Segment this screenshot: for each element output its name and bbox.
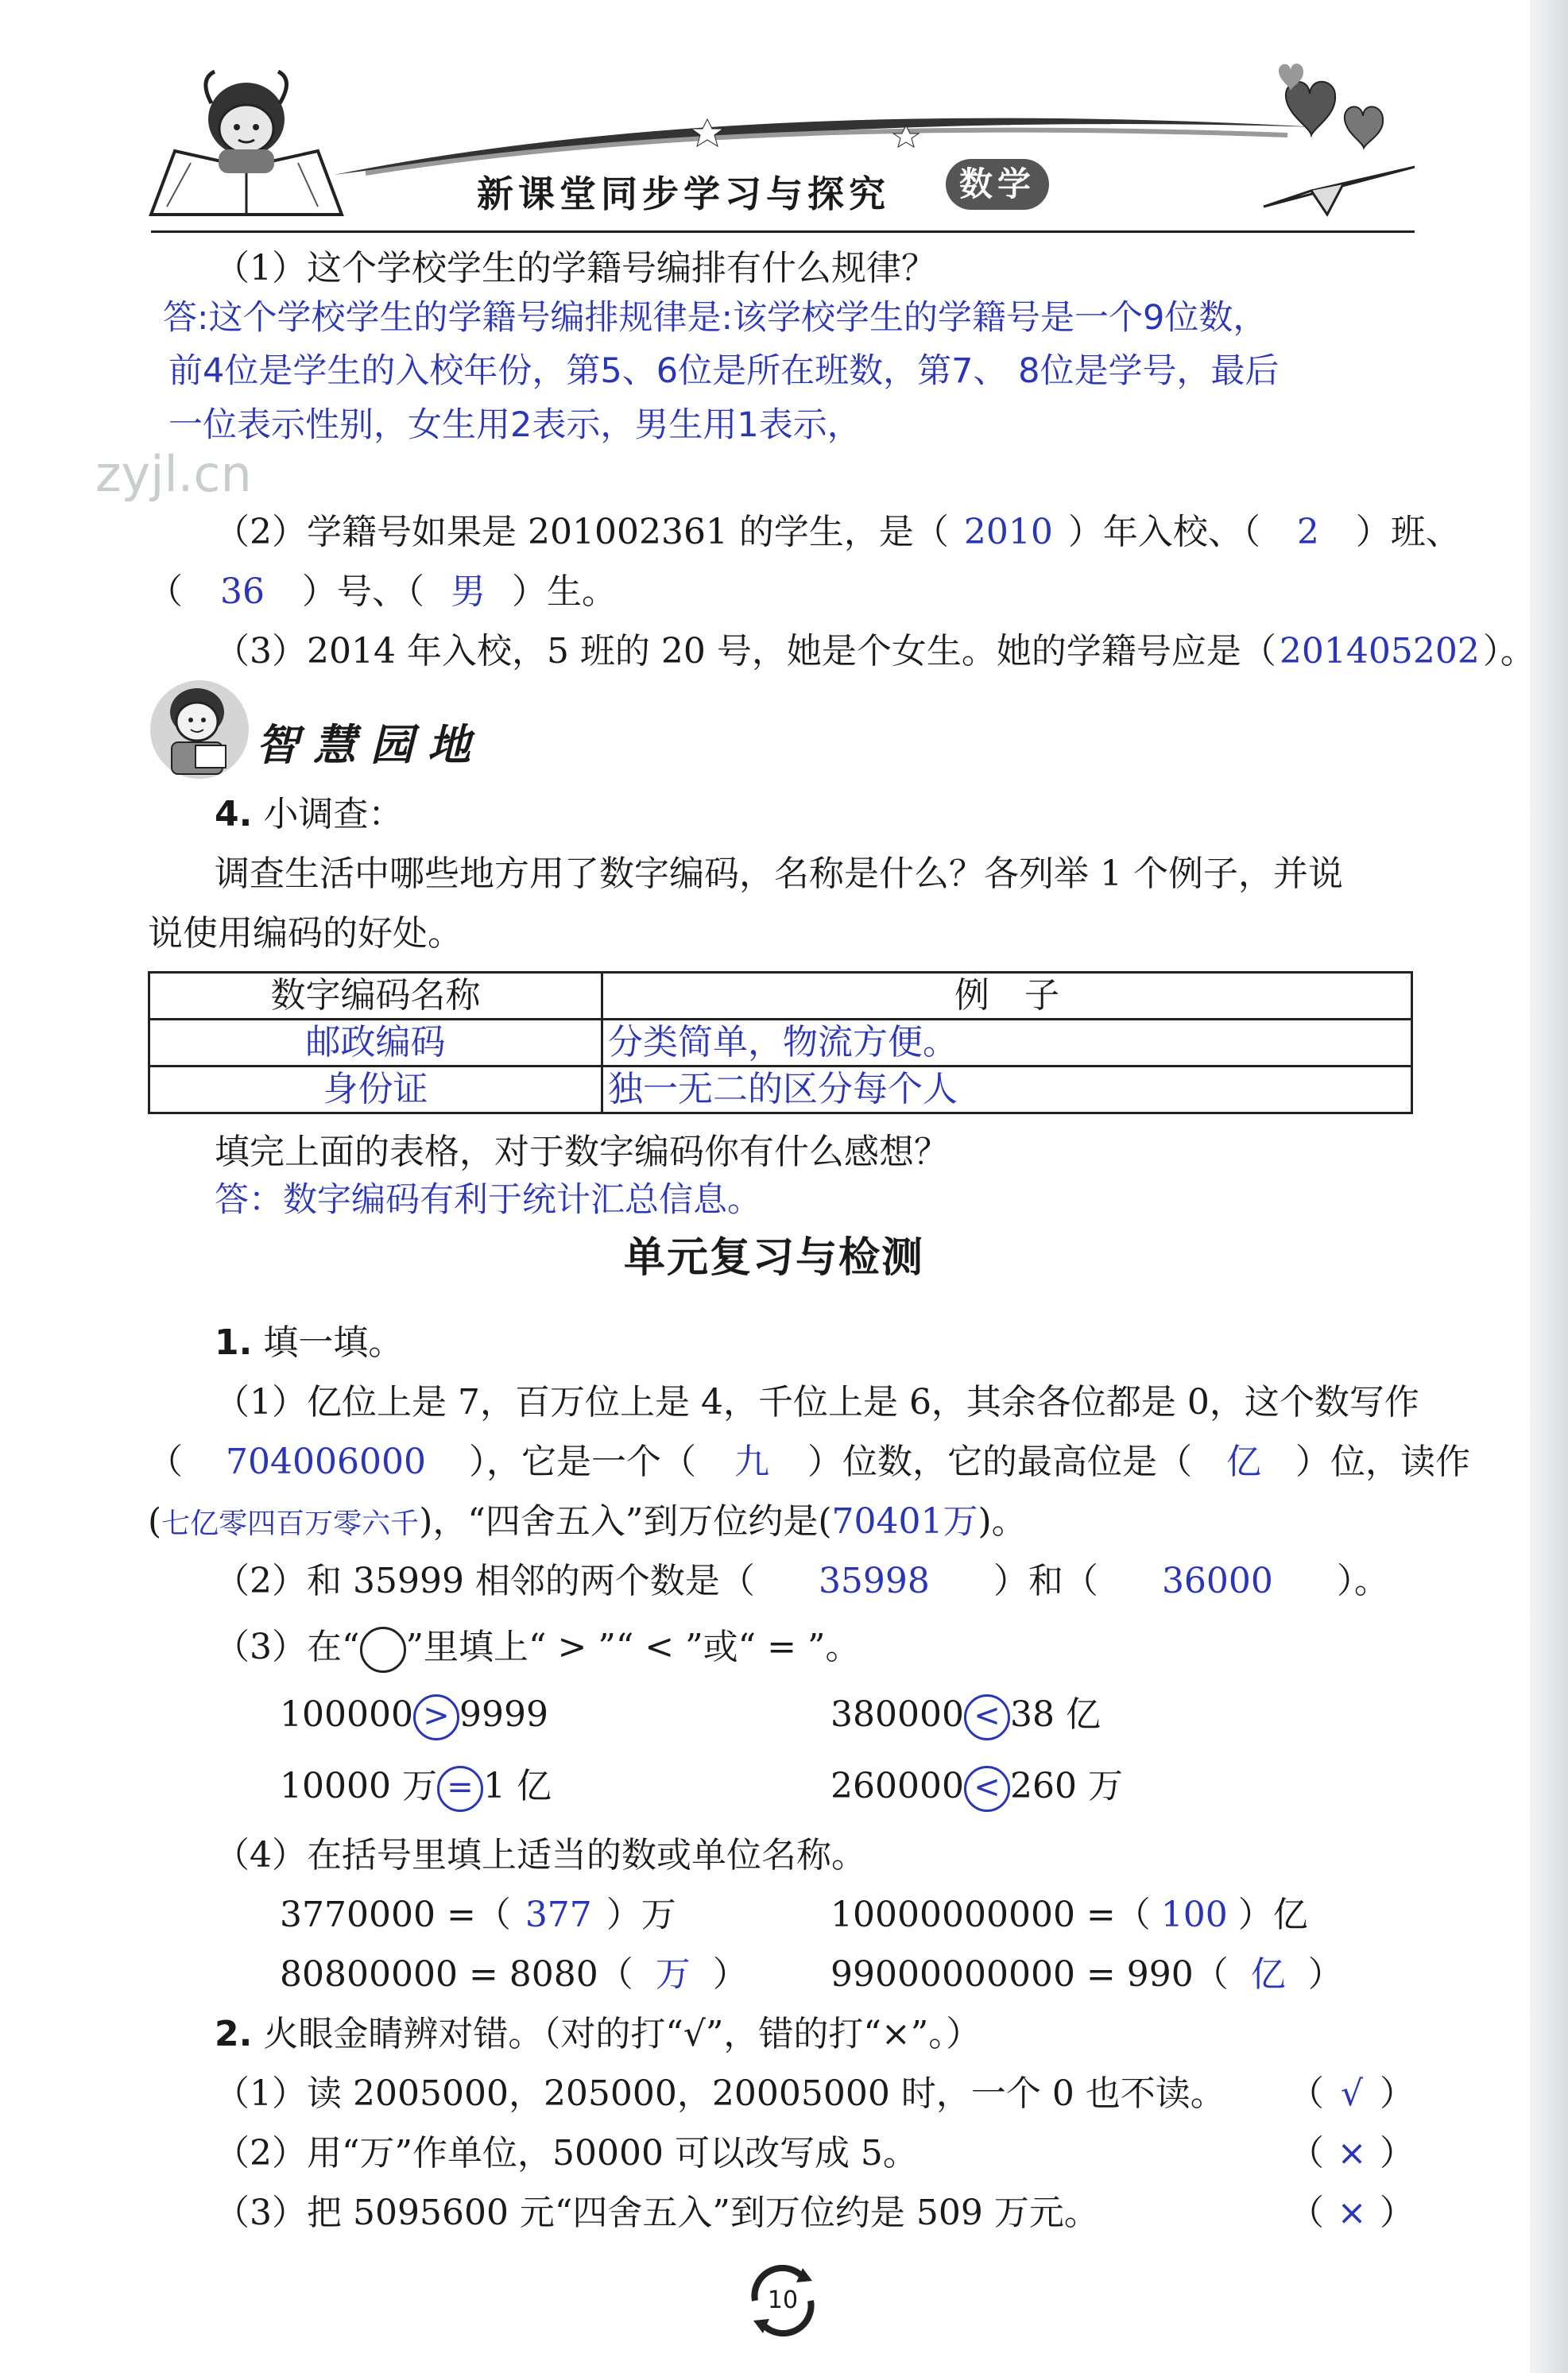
judge-question: （1）读 2005000，205000，20005000 时，一个 0 也不读。 xyxy=(215,2073,1225,2114)
boy-reading-icon xyxy=(148,674,251,785)
s2-heading xyxy=(215,2011,981,2058)
s1-2-text-c: ）。 xyxy=(1336,1561,1389,1601)
s1-2-text-b: ）和（ xyxy=(993,1561,1098,1601)
hearts-plane-icon xyxy=(1216,48,1431,230)
compare-symbol: > xyxy=(413,1694,459,1740)
s1-3-text-b: ”里填上“ > ”“ < ”或“ = ”。 xyxy=(405,1627,861,1667)
answer-reading: 七亿零四百万零六千 xyxy=(161,1508,420,1540)
q4-after-table: 填完上面的表格，对于数字编码你有什么感想？ xyxy=(215,1132,949,1172)
compare-item xyxy=(830,1691,1101,1740)
compare-left: 10000 万 xyxy=(280,1766,437,1806)
page-number: 10 xyxy=(767,2286,799,2314)
compare-right: 38 亿 xyxy=(1009,1694,1101,1735)
q4-text-line2: 说使用编码的好处。 xyxy=(148,913,463,954)
judge-item xyxy=(215,2070,1415,2118)
scan-edge xyxy=(1530,0,1568,2373)
q4-title: 小调查： xyxy=(263,794,404,834)
answer-class: 2 xyxy=(1296,512,1319,552)
table-cell-name: 邮政编码 xyxy=(149,1020,602,1066)
q1-answer-line2: 前4位是学生的入校年份，第5、6位是所在班数，第7、 8位是学号，最后 xyxy=(168,351,1280,391)
q4-text-line1: 调查生活中哪些地方用了数字编码，名称是什么？各列举 1 个例子，并说 xyxy=(215,854,1343,894)
fill-post: ）万 xyxy=(606,1895,676,1935)
q4-number: 4. xyxy=(215,794,253,834)
q1-part1: （1）这个学校学生的学籍号编排有什么规律？ xyxy=(215,248,936,288)
subject-badge xyxy=(946,159,1049,210)
fill-answer: 377 xyxy=(525,1895,592,1935)
paren-open: （ xyxy=(1289,2073,1324,2114)
answer-year: 2010 xyxy=(963,512,1053,552)
s2-title: 火眼金睛辨对错。（对的打“√”，错的打“×”。） xyxy=(263,2014,981,2054)
compare-left: 100000 xyxy=(280,1694,413,1735)
table-row xyxy=(149,1066,1412,1113)
paren-close: ） xyxy=(1380,2193,1415,2233)
fill-pre: 10000000000 =（ xyxy=(830,1895,1151,1935)
q1-part3-text-a: （3）2014 年入校，5 班的 20 号，她是个女生。她的学籍号应是（ xyxy=(215,631,1276,672)
compare-right: 1 亿 xyxy=(482,1766,552,1806)
judge-answer: √ xyxy=(1340,2073,1364,2114)
compare-symbol: < xyxy=(964,1694,1010,1740)
s1-1-mid1: ），它是一个（ xyxy=(469,1442,696,1482)
fill-pre: 3770000 =（ xyxy=(280,1895,511,1935)
table-row xyxy=(149,1020,1412,1066)
watermark: zyjl.cn xyxy=(95,445,252,503)
compare-item xyxy=(280,1691,548,1740)
code-table xyxy=(148,971,1413,1114)
unit-fill-item xyxy=(280,1951,748,1999)
q1-part2-text-c: ）班、 xyxy=(1355,512,1461,552)
s1-1-line3 xyxy=(148,1498,1027,1548)
fill-answer: 100 xyxy=(1160,1895,1228,1935)
judge-answer: × xyxy=(1337,2193,1367,2233)
q1-answer-line1: 答:这个学校学生的学籍号编排规律是:该学校学生的学籍号是一个9位数， xyxy=(163,298,1268,338)
s1-1-line1: （1）亿位上是 7，百万位上是 4，千位上是 6，其余各位都是 0，这个数写作 xyxy=(215,1382,1419,1423)
s1-4: （4）在括号里填上适当的数或单位名称。 xyxy=(215,1835,866,1876)
q1-answer-line3: 一位表示性别，女生用2表示，男生用1表示， xyxy=(168,405,861,445)
compare-right: 9999 xyxy=(459,1694,548,1735)
unit-fill-item xyxy=(830,1891,1308,1939)
q1-part2-text-e: ）号、（ xyxy=(302,571,424,612)
q1-part2-text-d: （ xyxy=(148,571,183,612)
answer-neighbor-2: 36000 xyxy=(1161,1561,1273,1601)
answer-neighbor-1: 35998 xyxy=(818,1561,930,1601)
answer-number: 36 xyxy=(220,571,265,612)
paren-close: ） xyxy=(1380,2073,1415,2114)
q1-part2-line2 xyxy=(148,568,617,616)
judge-bracket xyxy=(1289,2070,1415,2118)
fill-post: ）亿 xyxy=(1237,1895,1308,1935)
paren-open: （ xyxy=(1289,2193,1324,2233)
q1-part3 xyxy=(215,628,1535,676)
table-header-cell: 数字编码名称 xyxy=(149,973,602,1020)
compare-left: 380000 xyxy=(830,1694,964,1735)
judge-item xyxy=(215,2189,1415,2237)
s2-number: 2. xyxy=(215,2014,253,2054)
judge-question: （3）把 5095600 元“四舍五入”到万位约是 509 万元。 xyxy=(215,2193,1099,2233)
paren-close: ） xyxy=(1380,2133,1415,2174)
judge-item xyxy=(215,2130,1415,2178)
compare-left: 260000 xyxy=(830,1766,964,1806)
answer-digit-count: 九 xyxy=(734,1442,769,1482)
answer-written-number: 704006000 xyxy=(226,1442,426,1482)
compare-symbol: < xyxy=(964,1766,1010,1812)
fill-answer: 亿 xyxy=(1250,1954,1286,1995)
s1-heading xyxy=(215,1319,403,1367)
unit-review-title: 单元复习与检测 xyxy=(624,1234,925,1282)
empty-circle-icon xyxy=(360,1627,406,1673)
table-cell-example: 分类简单，物流方便。 xyxy=(602,1020,1412,1066)
answer-sex: 男 xyxy=(451,571,486,612)
wisdom-garden-title: 智慧园地 xyxy=(256,720,485,770)
s1-2 xyxy=(215,1558,1389,1605)
fill-pre: 80800000 = 8080（ xyxy=(280,1954,633,1995)
answer-student-id: 201405202 xyxy=(1279,631,1480,672)
judge-bracket xyxy=(1289,2189,1415,2237)
s1-1c-mid: )，“四舍五入”到万位约是( xyxy=(419,1501,832,1542)
paren-open: （ xyxy=(1289,2133,1324,2174)
answer-highest-place: 亿 xyxy=(1226,1442,1261,1482)
s1-1c-end: )。 xyxy=(978,1501,1027,1542)
compare-item xyxy=(830,1763,1123,1812)
judge-bracket xyxy=(1289,2130,1415,2178)
judge-question: （2）用“万”作单位，50000 可以改写成 5。 xyxy=(215,2133,918,2174)
unit-fill-item xyxy=(280,1891,676,1939)
girl-reading-icon xyxy=(143,56,350,223)
fill-post: ） xyxy=(712,1954,748,1995)
q4-heading xyxy=(215,791,403,838)
s1-3-text-a: （3）在“ xyxy=(215,1627,360,1667)
s1-1-line2 xyxy=(148,1438,1470,1486)
page-number-badge xyxy=(739,2257,827,2344)
s1-1-mid2: ）位数，它的最高位是（ xyxy=(807,1442,1192,1482)
s1-title: 填一填。 xyxy=(263,1322,404,1363)
table-header-cell: 例 子 xyxy=(602,973,1412,1020)
s1-1-open: （ xyxy=(148,1442,183,1482)
s1-3 xyxy=(215,1624,860,1673)
s1-2-text-a: （2）和 35999 相邻的两个数是（ xyxy=(215,1561,755,1601)
q1-part2-text-b: ）年入校、（ xyxy=(1067,512,1260,552)
table-cell-name: 身份证 xyxy=(149,1066,602,1113)
book-title: 新课堂同步学习与探究 xyxy=(477,172,890,215)
q1-part2-text-a: （2）学籍号如果是 201002361 的学生，是（ xyxy=(215,512,949,552)
answer-rounded: 70401万 xyxy=(831,1501,978,1542)
s1-1c-open: ( xyxy=(148,1501,162,1542)
fill-post: ） xyxy=(1307,1954,1343,1995)
fill-answer: 万 xyxy=(655,1954,691,1995)
table-cell-example: 独一无二的区分每个人 xyxy=(602,1066,1412,1113)
judge-answer: × xyxy=(1337,2133,1367,2174)
q4-answer: 答：数字编码有利于统计汇总信息。 xyxy=(215,1180,761,1220)
q1-part2-line1 xyxy=(215,509,1461,556)
compare-item xyxy=(280,1763,552,1812)
s1-1-end: ）位，读作 xyxy=(1295,1442,1470,1482)
header-rule xyxy=(151,230,1415,233)
unit-fill-item xyxy=(830,1951,1343,1999)
s1-number: 1. xyxy=(215,1322,253,1363)
q1-part3-text-b: ）。 xyxy=(1482,631,1535,672)
fill-pre: 99000000000 = 990（ xyxy=(830,1954,1229,1995)
subject-badge-label: 数学 xyxy=(958,165,1036,203)
q1-part2-text-f: ）生。 xyxy=(512,571,617,612)
table-header-row xyxy=(149,973,1412,1020)
compare-right: 260 万 xyxy=(1009,1766,1123,1806)
header xyxy=(143,48,1431,238)
compare-symbol: = xyxy=(437,1766,483,1812)
